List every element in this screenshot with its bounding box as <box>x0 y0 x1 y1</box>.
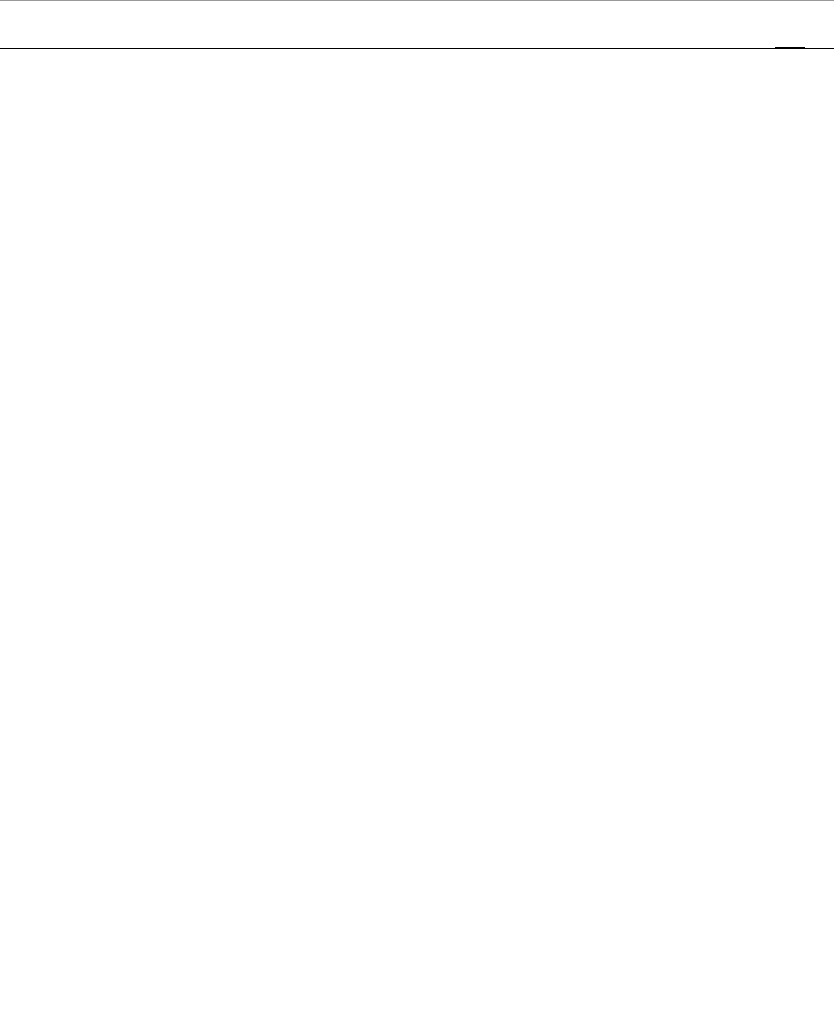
journal-title-bar <box>0 0 834 50</box>
page-number <box>775 33 805 48</box>
top-rule <box>0 0 834 1</box>
title-rule <box>0 48 834 49</box>
